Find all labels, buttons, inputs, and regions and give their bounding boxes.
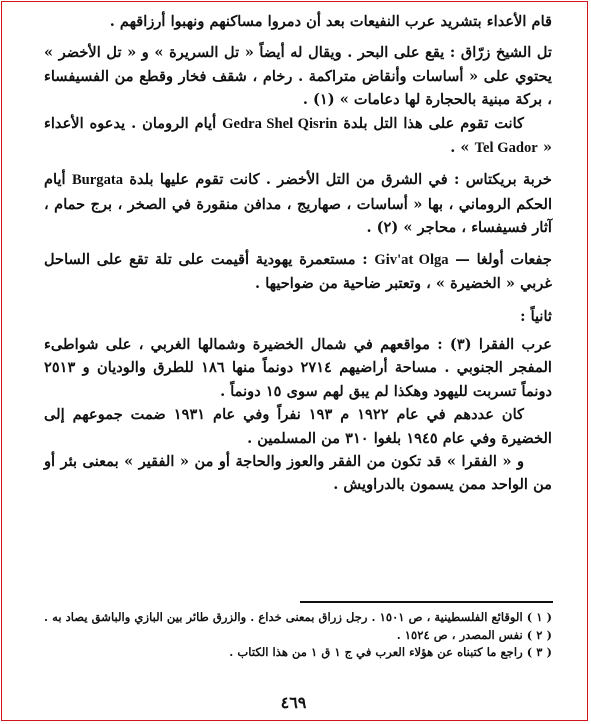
footnotes bbox=[44, 609, 552, 662]
footnote-1: ( ١ ) الوقائع الفلسطينية ، ص ١٥٠١ . رجل زراق بمعنى خداع . والزرق طائر بين البازي والباشق يصاد به . bbox=[44, 610, 552, 624]
paragraph-fuqara-meaning: و « الفقرا » قد تكون من الفقر والعوز والحاجة أو من « الفقير » بمعنى بئر أو من الواحد ممن يسمون بالدراويش . bbox=[44, 452, 552, 494]
section-heading: ثانياً : bbox=[520, 308, 552, 326]
paragraph-nufayat: قام الأعداء بتشريد عرب النفيعات بعد أن دمروا مساكنهم ونهبوا أرزاقهم . bbox=[109, 13, 552, 30]
paragraph-fuqara-population: كان عددهم في عام ١٩٢٢ م ١٩٣ نفراً وفي عام ١٩٣١ ضمت جموعهم إلى الخضيرة وفي عام ١٩٤٥ بلغوا ٣١٠ من المسلمين . bbox=[44, 406, 552, 447]
footnote-3: ( ٣ ) راجع ما كتبناه عن هؤلاء العرب في ج ١ ق ١ من هذا الكتاب . bbox=[229, 645, 552, 659]
entry-body-tel-shaikh: يقع على البحر . ويقال له أيضاً « تل السريرة » و « تل الأخضر » يحتوي على « أساسات وأنقاض متراكمة . رخام ، شقف فخار وقطع من الفسيفساء ، بركة مبنية بالحجارة لها دعامات » (١) . bbox=[44, 44, 552, 109]
latin-name-burgata: Burgata bbox=[71, 172, 124, 189]
entry-title-givat-olga: جفعات أولغا — bbox=[455, 250, 552, 268]
entry-title-fuqara: عرب الفقرا bbox=[478, 335, 552, 353]
footnote-ref-3: (٣) bbox=[449, 335, 472, 353]
latin-name-gedra: Gedra Shel Qisrin bbox=[222, 115, 338, 132]
paragraph-givat-olga: جفعات أولغا — Giv'at Olga : مستعمرة يهودية أقيمت على تلة تقع على الساحل غربي « الخضيرة » ، وتعتبر ضاحية من ضواحيها . bbox=[44, 250, 552, 293]
paragraph-arab-fuqara: عرب الفقرا (٣) : مواقعهم في شمال الخضيرة وشمالها الغربي ، على شواطىء المفجر الجنوبي . مساحة أراضيهم ٢٧١٤ دونماً منها ١٨٦ للطرق والوديان و ٢٥١٣ دونماً تسربت لليهود وهكذا لم يبق لهم سوى ١٥ دونماً . bbox=[44, 335, 552, 400]
footnote-divider bbox=[300, 601, 553, 603]
page-number: ٤٦٩ bbox=[280, 693, 307, 712]
latin-name-tel-gador: Tel Gador bbox=[474, 140, 538, 157]
paragraph-tel-shaikh-history: كانت تقوم على هذا التل بلدة Gedra Shel Qisrin أيام الرومان . يدعوه الأعداء « Tel Gador » . bbox=[44, 114, 552, 157]
paragraph-kh-brikas: خربة بريكتاس : في الشرق من التل الأخضر . كانت تقوم عليها بلدة Burgata أيام الحكم الروماني ، بها « أساسات ، صهاريج ، مدافن منقورة في الصخر ، برج حمام ، آثار فسيفساء ، محاجر » (٢) . bbox=[44, 171, 552, 237]
footnote-2: ( ٢ ) نفس المصدر ، ص ١٥٢٤ . bbox=[396, 627, 552, 642]
entry-title-tel-shaikh: تل الشيخ زرّاق : bbox=[449, 44, 552, 62]
page-body bbox=[44, 10, 552, 497]
paragraph-tel-shaikh bbox=[44, 41, 552, 111]
latin-name-givat-olga: Giv'at Olga bbox=[374, 251, 449, 268]
entry-title-kh-brikas: خربة بريكتاس : bbox=[454, 171, 552, 189]
